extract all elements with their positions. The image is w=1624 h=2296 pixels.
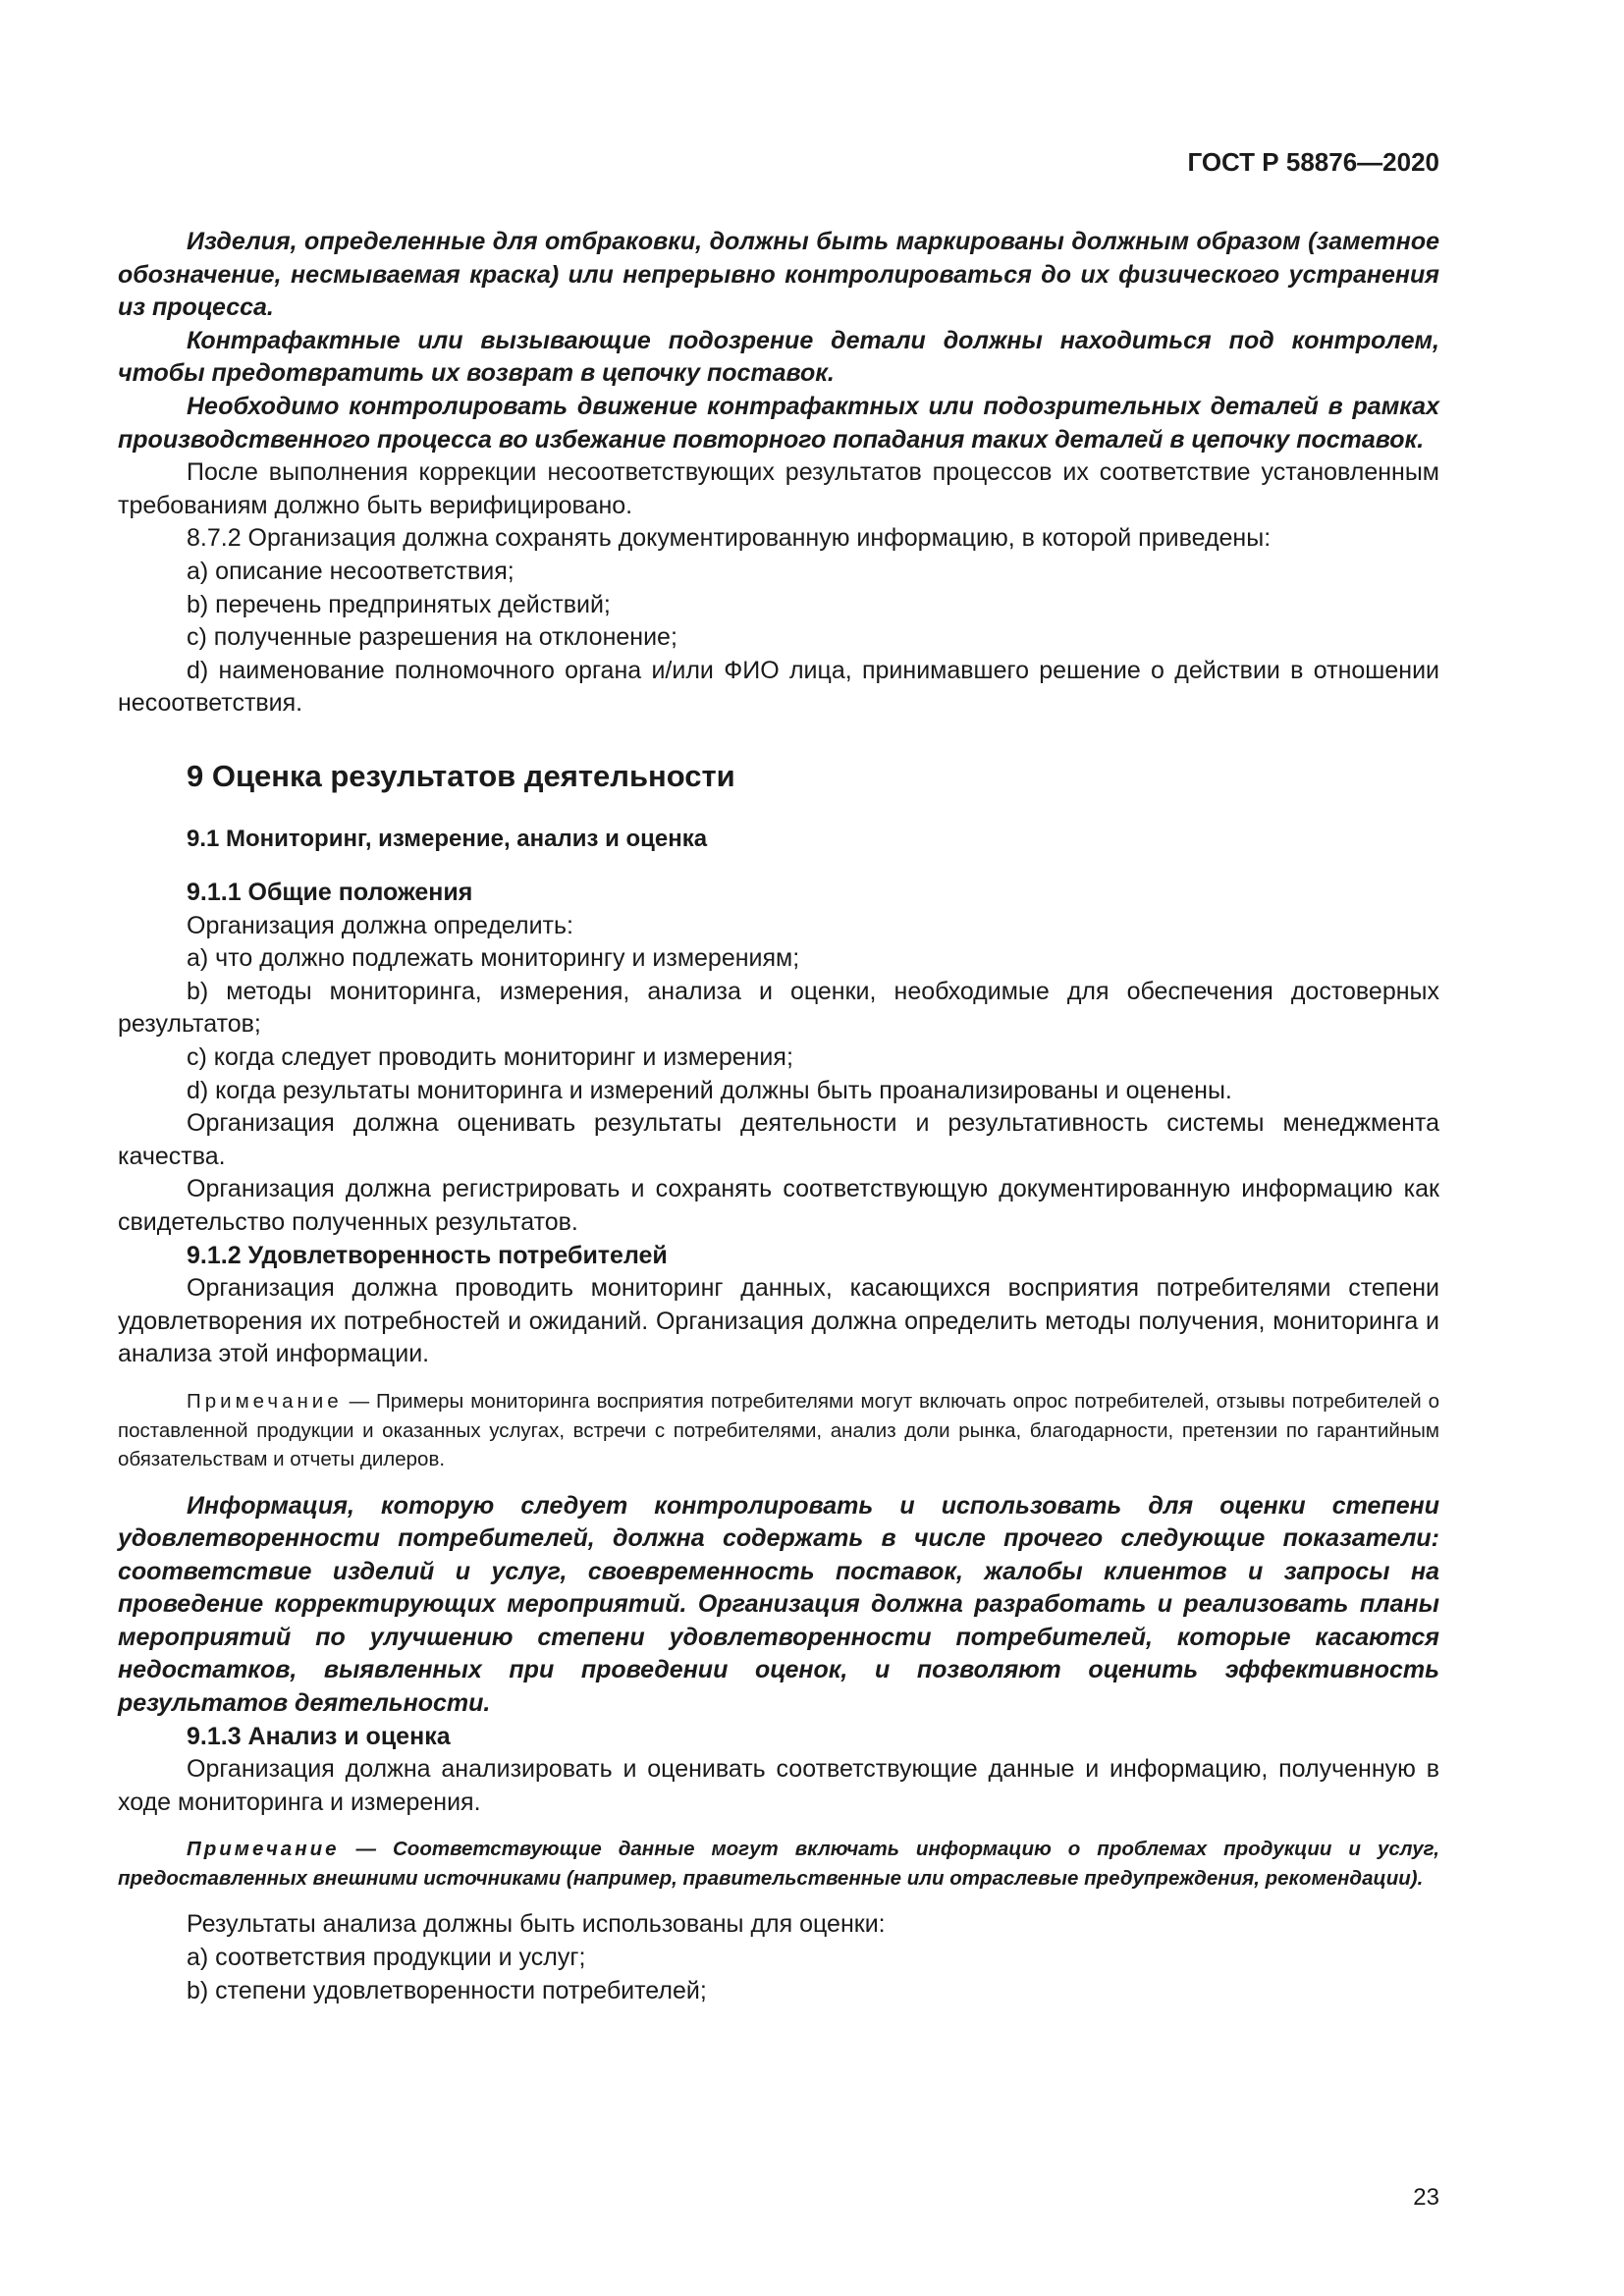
paragraph-8-7-2: 8.7.2 Организация должна сохранять документированную информацию, в которой приведены: bbox=[187, 524, 1272, 553]
list-item: d) наименование полномочного органа и/или ФИО лица, принимавшего решение о действии в отношении несоответствия. bbox=[118, 656, 1439, 718]
document-number: ГОСТ Р 58876—2020 bbox=[1187, 147, 1439, 177]
page-number: 23 bbox=[1413, 2184, 1439, 2211]
list-item: a) соответствия продукции и услуг; bbox=[187, 1944, 586, 1972]
note-label: Примечание bbox=[187, 1838, 340, 1861]
paragraph-control-movement: Необходимо контролировать движение контрафактных или подозрительных деталей в рамках производственного процесса во избежание повторного попадания таких деталей в цепочку поставок. bbox=[118, 392, 1439, 454]
paragraph-evaluate: Организация должна оценивать результаты деятельности и результативность системы менеджмента качества. bbox=[118, 1109, 1439, 1170]
list-item: d) когда результаты мониторинга и измерений должны быть проанализированы и оценены. bbox=[187, 1076, 1232, 1104]
section-heading-9: 9 Оценка результатов деятельности bbox=[187, 758, 735, 793]
paragraph-counterfeit: Контрафактные или вызывающие подозрение детали должны находиться под контролем, чтобы предотвратить их возврат в цепочку поставок. bbox=[118, 326, 1439, 388]
paragraph-analysis-results: Результаты анализа должны быть использованы для оценки: bbox=[187, 1910, 886, 1939]
heading-9-1-1: 9.1.1 Общие положения bbox=[187, 879, 473, 907]
paragraph-correction: После выполнения коррекции несоответствующих результатов процессов их соответствие установленным требованиям должно быть верифицировано. bbox=[118, 458, 1439, 519]
list-item: b) методы мониторинга, измерения, анализа и оценки, необходимые для обеспечения достоверных результатов; bbox=[118, 977, 1439, 1039]
note-9-1-3 bbox=[118, 1835, 1439, 1893]
paragraph-9-1-1-intro: Организация должна определить: bbox=[187, 911, 573, 939]
heading-9-1-3: 9.1.3 Анализ и оценка bbox=[187, 1722, 451, 1750]
paragraph-9-1-2: Организация должна проводить мониторинг данных, касающихся восприятия потребителями степени удовлетворения их потребностей и ожиданий. Организация должна определить методы получения, мониторинга и анализа этой информации. bbox=[118, 1274, 1439, 1368]
list-item: a) описание несоответствия; bbox=[187, 557, 514, 585]
note-text: — Примеры мониторинга восприятия потребителями могут включать опрос потребителей, отзывы потребителей о поставленной продукции и оказанных услугах, встречи с потребителями, анализ доли рынка, благодарности, претензии по гарантийным обязательствам и отчеты дилеров. bbox=[118, 1390, 1439, 1470]
note-text: — Соответствующие данные могут включать информацию о проблемах продукции и услуг, предоставленных внешними источниками (например, правительственные или отраслевые предупреждения, рекомендации). bbox=[118, 1838, 1439, 1890]
heading-9-1-2: 9.1.2 Удовлетворенность потребителей bbox=[187, 1241, 668, 1269]
note-label: Примечание bbox=[187, 1390, 343, 1413]
paragraph-satisfaction-info: Информация, которую следует контролировать и использовать для оценки степени удовлетворенности потребителей, должна содержать в числе прочего следующие показатели: соответствие изделий и услуг, своевременность поставок, жалобы клиентов и запросы на проведение корректирующих мероприятий. Организация должна разработать и реализовать планы мероприятий по улучшению степени удовлетворенности потребителей, которые касаются недостатков, выявленных при проведении оценок, и позволяют оценить эффективность результатов деятельности. bbox=[118, 1491, 1439, 1718]
paragraph-9-1-3: Организация должна анализировать и оценивать соответствующие данные и информацию, полученную в ходе мониторинга и измерения. bbox=[118, 1755, 1439, 1816]
list-item: b) перечень предпринятых действий; bbox=[187, 590, 611, 618]
paragraph-register: Организация должна регистрировать и сохранять соответствующую документированную информацию как свидетельство полученных результатов. bbox=[118, 1175, 1439, 1237]
paragraph-marking: Изделия, определенные для отбраковки, должны быть маркированы должным образом (заметное обозначение, несмываемая краска) или непрерывно контролироваться до их физического устранения из процесса. bbox=[118, 228, 1439, 322]
page-content bbox=[118, 226, 1439, 2007]
list-item: b) степени удовлетворенности потребителей; bbox=[187, 1976, 707, 2004]
list-item: c) полученные разрешения на отклонение; bbox=[187, 623, 677, 652]
subsection-heading-9-1: 9.1 Мониторинг, измерение, анализ и оценка bbox=[187, 825, 708, 852]
list-item: a) что должно подлежать мониторингу и измерениям; bbox=[187, 944, 800, 973]
note-9-1-2 bbox=[118, 1387, 1439, 1474]
list-item: c) когда следует проводить мониторинг и измерения; bbox=[187, 1043, 793, 1072]
